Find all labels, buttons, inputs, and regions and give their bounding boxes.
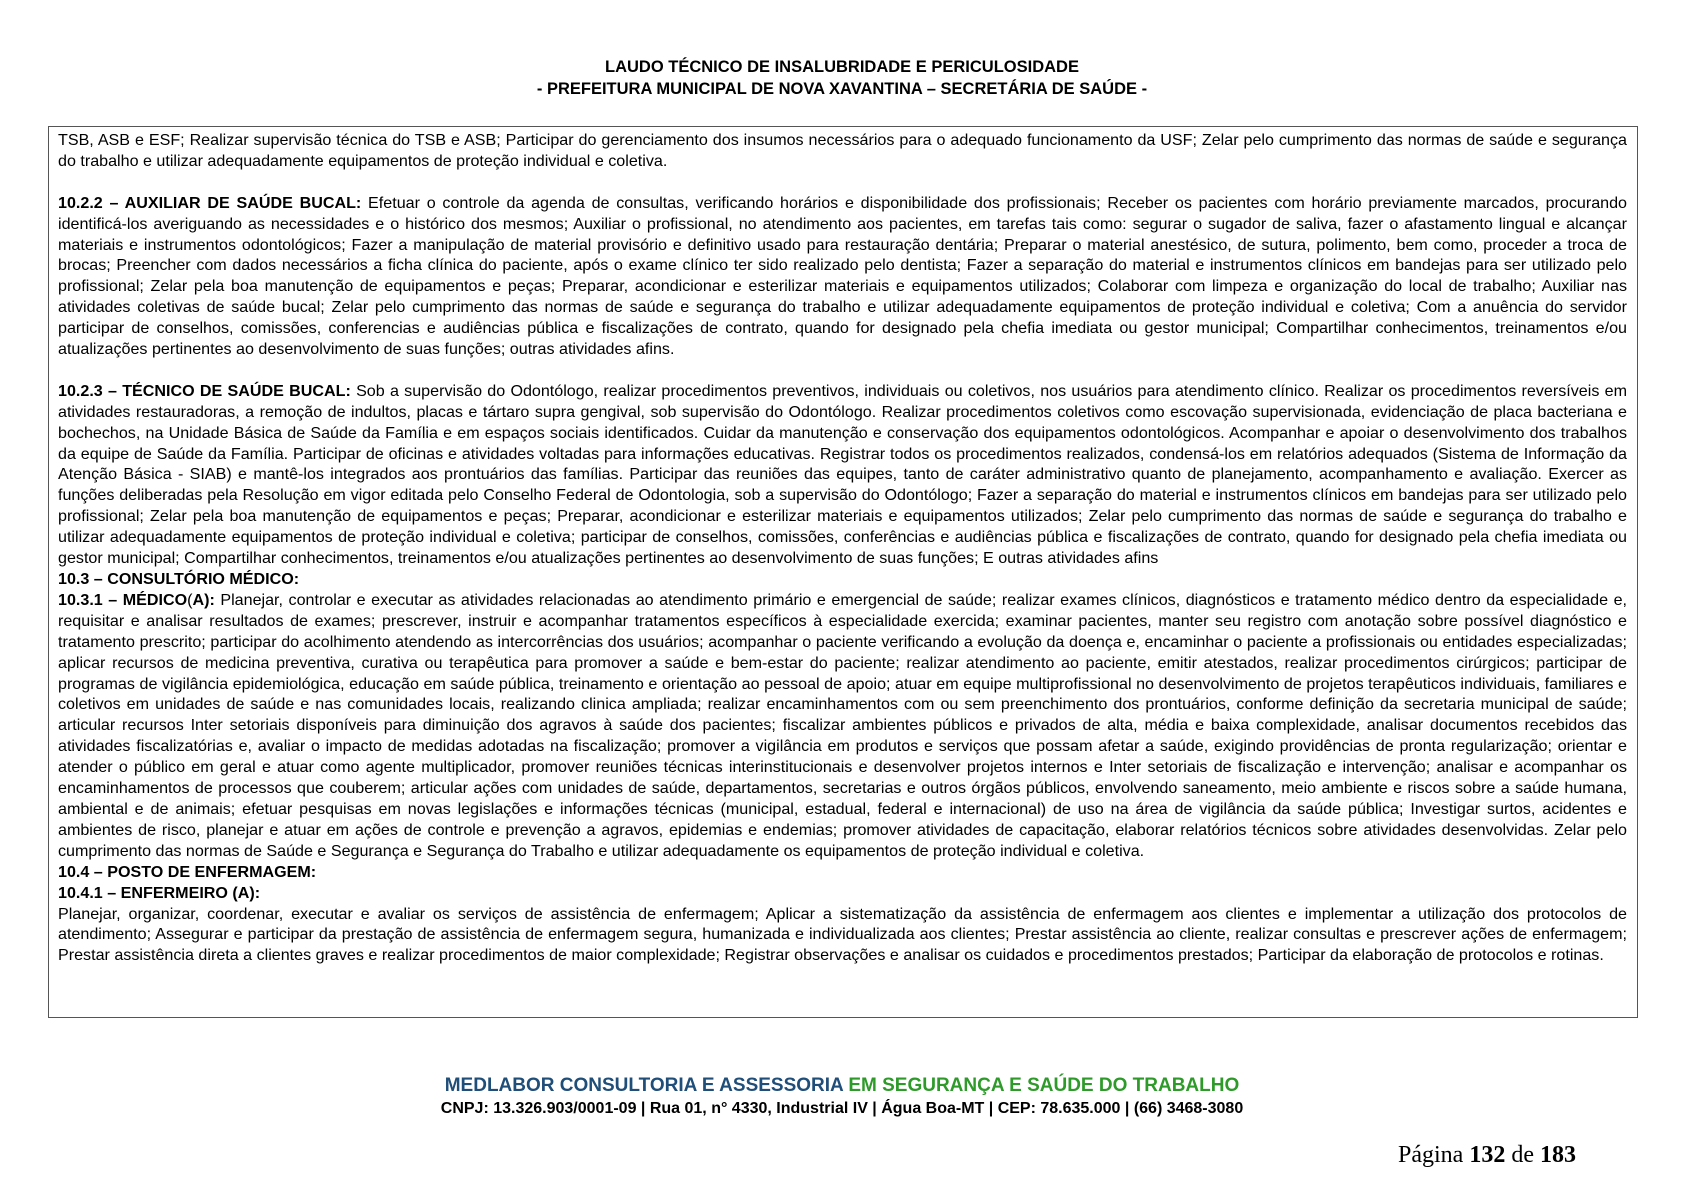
section-10-3-heading	[58, 569, 1627, 590]
page-current: 132	[1469, 1142, 1506, 1168]
report-subtitle: - PREFEITURA MUNICIPAL DE NOVA XAVANTINA – SECRETÁRIA DE SAÚDE -	[536, 80, 1148, 98]
report-title: LAUDO TÉCNICO DE INSALUBRIDADE E PERICULOSIDADE	[605, 58, 1079, 76]
section-10-4-1-heading	[58, 883, 1627, 904]
section-10-3-1-title-c: A	[192, 590, 205, 609]
section-10-3-1-title-b: (	[187, 590, 193, 609]
paragraph-intro: TSB, ASB e ESF; Realizar supervisão técnica do TSB e ASB; Participar do gerenciamento dos insumos necessários para o adequado funcionamento da USF; Zelar pelo cumprimento das normas de saúde e segurança do trabalho e utilizar adequadamente equipamentos de proteção individual e coletiva.	[58, 131, 1627, 170]
section-10-2-2	[58, 193, 1627, 360]
section-10-3-1-title-a: 10.3.1 – MÉDICO	[58, 590, 188, 609]
section-10-2-3-text: Sob a supervisão do Odontólogo, realizar procedimentos preventivos, individuais ou coletivos, nos usuários para atendimento clínico. Realizar os procedimentos reversíveis em atividades restauradoras, a remoção de indultos, placas e tártaro supra gengival, sob supervisão do Odontólogo. Realizar procedimentos coletivos como escovação supervisionada, evidenciação de placa bacteriana e bochechos, na Unidade Básica de Saúde da Família e em espaços sociais identificados. Cuidar da manutenção e conservação dos equipamentos odontológicos. Acompanhar e apoiar o desenvolvimento dos trabalhos da equipe de Saúde da Família. Participar de oficinas e atividades voltadas para informações educativas. Registrar todos os procedimentos realizados, condensá-los em relatórios adequados (Sistema de Informação da Atenção Básica - SIAB) e mantê-los integrados aos prontuários das famílias. Participar das reuniões das equipes, tanto de caráter administrativo quanto de planejamento, acompanhamento e avaliação. Exercer as funções deliberadas pela Resolução em vigor editada pelo Conselho Federal de Odontologia, sob a supervisão do Odontólogo; Fazer a separação do material e instrumentos clínicos em bandejas para ser utilizado pelo profissional; Zelar pela boa manutenção de equipamentos e peças; Preparar, acondicionar e esterilizar materiais e equipamentos utilizados; Zelar pelo cumprimento das normas de saúde e segurança do trabalho e utilizar adequadamente equipamentos de proteção individual e coletiva; participar de conselhos, comissões, conferências e audiências pública e fiscalizações de contrato, quando for designado pela chefia imediata ou gestor municipal; Compartilhar conhecimentos, treinamentos e/ou atualizações pertinentes ao desenvolvimento de suas funções; E outras atividades afins	[58, 381, 1627, 568]
page-label: Página	[1398, 1142, 1464, 1168]
footer-address: CNPJ: 13.326.903/0001-09 | Rua 01, n° 4330, Industrial IV | Água Boa-MT | CEP: 78.635.000 | (66) 3468-3080	[440, 1100, 1244, 1117]
section-10-3-1-title-d: ):	[204, 590, 215, 609]
section-10-3-1-text: Planejar, controlar e executar as atividades relacionadas ao atendimento primário e emergencial de saúde; realizar exames clínicos, diagnósticos e tratamento médico dentro da especialidade e, requisitar e analisar resultados de exames; prescrever, instruir e acompanhar tratamentos específicos à especialidade exercida; examinar pacientes, manter seu registro com anotação sobre possível diagnóstico e tratamento prescrito; participar do acolhimento atendendo as intercorrências dos usuários; acompanhar o paciente verificando a evolução da doença e, encaminhar o paciente a profissionais ou entidades especializadas; aplicar recursos de medicina preventiva, curativa ou terapêutica para promover a saúde e bem-estar do paciente; realizar atendimento ao paciente, emitir atestados, realizar procedimentos cirúrgicos; participar de programas de vigilância epidemiológica, educação em saúde pública, treinamento e orientação ao pessoal de apoio; atuar em equipe multiprofissional no desenvolvimento de projetos terapêuticos individuais, familiares e coletivos em unidades de saúde e nas comunidades locais, realizando clinica ampliada; realizar encaminhamentos com ou sem preenchimento dos prontuários, conforme definição da secretaria municipal de saúde; articular recursos Inter setoriais disponíveis para diminuição dos agravos à saúde dos pacientes; fiscalizar ambientes públicos e privados de alta, média e baixa complexidade, analisar documentos recebidos das atividades fiscalizatórias e, avaliar o impacto de medidas adotadas na fiscalização; promover a vigilância em produtos e serviços que possam afetar a saúde, exigindo providências de pronta regularização; orientar e atender o público em geral e atuar como agente multiplicador, promover reuniões técnicas interinstitucionais e desenvolver projetos internos e Inter setoriais de fiscalização e intervenção; analisar e acompanhar os encaminhamentos de processos que couberem; articular ações com unidades de saúde, departamentos, secretarias e outros órgãos públicos, envolvendo saneamento, meio ambiente e riscos sobre a saúde humana, ambiental e de animais; efetuar pesquisas em novas legislações e informações técnicas (municipal, estadual, federal e internacional) de uso na área de vigilância da saúde pública; Investigar surtos, acidentes e ambientes de risco, planejar e atuar em ações de controle e prevenção a agravos, epidemias e endemias; promover atividades de capacitação, elaborar relatórios técnicos sobre atividades desenvolvidas. Zelar pelo cumprimento das normas de Saúde e Segurança e Segurança do Trabalho e utilizar adequadamente os equipamentos de proteção individual e coletiva.	[58, 590, 1628, 860]
footer-company-name: MEDLABOR CONSULTORIA E ASSESSORIA	[444, 1075, 844, 1096]
footer-company	[0, 1074, 1684, 1098]
section-10-2-3-title: 10.2.3 – TÉCNICO DE SAÚDE BUCAL:	[58, 381, 351, 400]
section-10-2-2-title: 10.2.2 – AUXILIAR DE SAÚDE BUCAL:	[58, 193, 362, 212]
page-total: 183	[1540, 1142, 1576, 1168]
content-frame	[48, 126, 1638, 1018]
section-10-4-1-heading-text: 10.4.1 – ENFERMEIRO (A):	[58, 883, 261, 902]
section-10-2-3	[58, 381, 1627, 569]
page-number	[1398, 1140, 1576, 1170]
page-of: de	[1511, 1142, 1534, 1168]
spacer	[58, 360, 1627, 381]
section-10-3-1-title	[58, 591, 215, 609]
footer-company-tagline: EM SEGURANÇA E SAÚDE DO TRABALHO	[843, 1075, 1240, 1096]
section-10-3-1	[58, 590, 1627, 862]
section-10-4-heading	[58, 862, 1627, 883]
section-10-4-heading-text: 10.4 – POSTO DE ENFERMAGEM:	[58, 862, 317, 881]
section-10-4-1-text: Planejar, organizar, coordenar, executar e avaliar os serviços de assistência de enfermagem; Aplicar a sistematização da assistência de enfermagem aos clientes e implementar a utilização dos protocolos de atendimento; Assegurar e participar da prestação de assistência de enfermagem segura, humanizada e individualizada aos clientes; Prestar assistência ao cliente, realizar consultas e prescrever ações de enfermagem; Prestar assistência direta a clientes graves e realizar procedimentos de maior complexidade; Registrar observações e analisar os cuidados e procedimentos prestados; Participar da elaboração de protocolos e rotinas.	[58, 904, 1627, 965]
section-10-2-2-text: Efetuar o controle da agenda de consultas, verificando horários e disponibilidade dos profissionais; Receber os pacientes com horário previamente marcados, procurando identificá-los averiguando as necessidades e o histórico dos mesmos; Auxiliar o profissional, no atendimento aos pacientes, em tarefas tais como: segurar o sugador de saliva, fazer o afastamento lingual e alcançar materiais e instrumentos odontológicos; Fazer a manipulação de material provisório e definitivo usado para restauração dentária; Preparar o material anestésico, de sutura, polimento, bem como, proceder a troca de brocas; Preencher com dados necessários a ficha clínica do paciente, após o exame clínico ter sido realizado pelo dentista; Fazer a separação do material e instrumentos clínicos em bandejas para ser utilizado pelo profissional; Zelar pela boa manutenção de equipamentos e peças; Preparar, acondicionar e esterilizar materiais e equipamentos utilizados; Colaborar com limpeza e organização do local de trabalho; Auxiliar nas atividades coletivas de saúde bucal; Zelar pelo cumprimento das normas de saúde e segurança do trabalho e utilizar adequadamente equipamentos de proteção individual e coletiva; Com a anuência do servidor participar de conselhos, comissões, conferencias e audiências pública e fiscalizações de contrato, quando for designado pela chefia imediata ou gestor municipal; Compartilhar conhecimentos, treinamentos e/ou atualizações pertinentes ao desenvolvimento de suas funções; outras atividades afins.	[58, 193, 1627, 359]
content-body	[49, 127, 1637, 966]
spacer	[58, 172, 1627, 193]
section-10-3-heading-text: 10.3 – CONSULTÓRIO MÉDICO:	[58, 570, 300, 588]
